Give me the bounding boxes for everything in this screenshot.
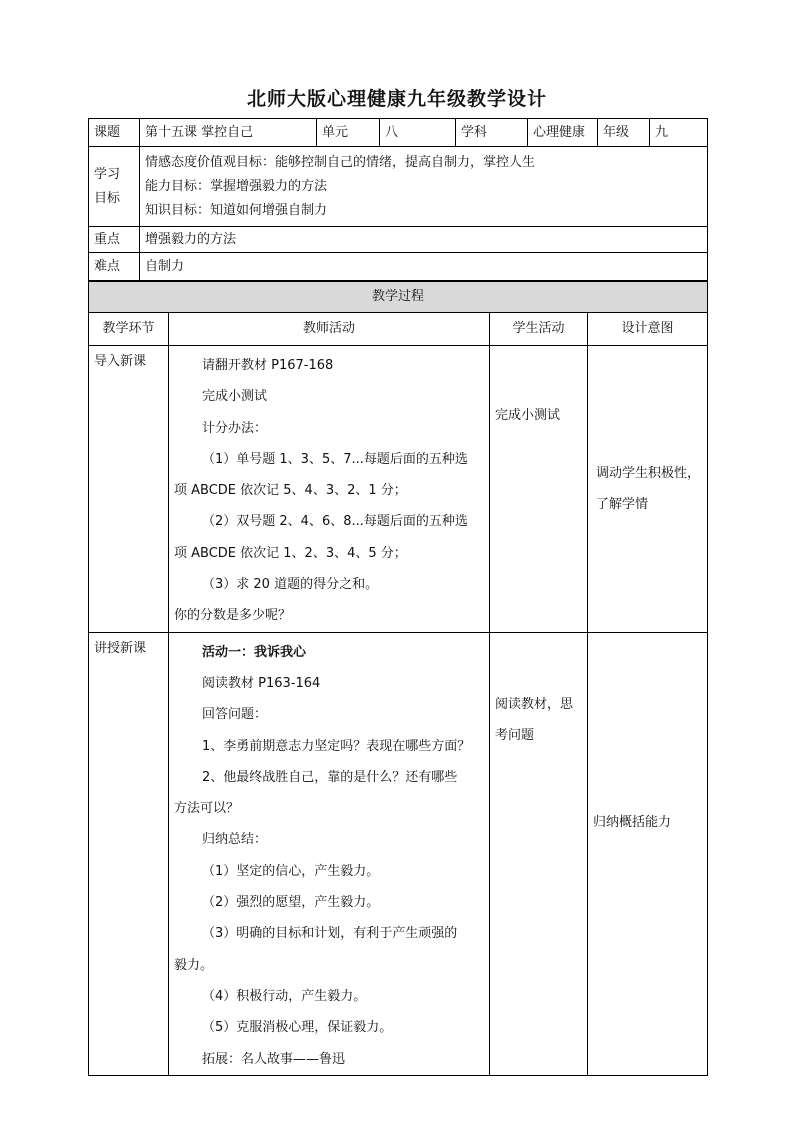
key-value: 增强毅力的方法 (140, 227, 708, 253)
goals-label: 学习目标 (89, 147, 140, 227)
activity-line: （2）强烈的愿望，产生毅力。 (202, 895, 380, 911)
col-teacher: 教师活动 (169, 313, 490, 346)
design-intent-intro: 调动学生积极性，了解学情 (588, 346, 708, 633)
activity-line: 方法可以？ (174, 801, 240, 817)
page-title: 北师大版心理健康九年级教学设计 (246, 88, 547, 110)
goal-emotion: 情感态度价值观目标：能够控制自己的情绪，提高自制力，掌控人生 (145, 154, 536, 170)
activity-line: 你的分数是多少呢？ (174, 608, 292, 624)
process-header-row (89, 282, 708, 313)
activity-line: 阅读教材 P163-164 (202, 675, 321, 691)
lesson-value: 第十五课 掌控自己 (140, 119, 317, 147)
activity-line: （2）双号题 2、4、6、8...每题后面的五种选 (202, 514, 468, 530)
teacher-activity-intro (169, 346, 490, 633)
activity-line: 拓展：名人故事——鲁迅 (202, 1051, 346, 1067)
stage-teach: 讲授新课 (89, 632, 169, 1075)
activity-line: 项 ABCDE 依次记 5、4、3、2、1 分； (174, 483, 407, 499)
unit-label: 单元 (317, 119, 380, 147)
subject-label: 学科 (456, 119, 528, 147)
activity-line: （4）积极行动，产生毅力。 (202, 988, 367, 1004)
activity-line: 归纳总结： (202, 832, 268, 848)
student-activity-teach: 阅读教材，思考问题 (490, 632, 588, 1075)
activity-line: 1、李勇前期意志力坚定吗？表现在哪些方面？ (202, 738, 471, 754)
activity-line: 毅力。 (174, 957, 214, 973)
info-table (88, 118, 708, 281)
teacher-activity-teach (169, 632, 490, 1075)
col-student: 学生活动 (490, 313, 588, 346)
activity-title: 活动一：我诉我心 (202, 644, 307, 660)
activity-line: （3）求 20 道题的得分之和。 (202, 577, 379, 593)
activity-line: 回答问题： (202, 707, 268, 723)
process-row-teach (89, 632, 708, 1075)
design-intent-teach: 归纳概括能力 (588, 632, 708, 1075)
activity-line: 2、他最终战胜自己，靠的是什么？还有哪些 (202, 769, 458, 785)
activity-line: （1）坚定的信心，产生毅力。 (202, 863, 380, 879)
col-stage: 教学环节 (89, 313, 169, 346)
difficulty-label: 难点 (89, 253, 140, 281)
process-header: 教学过程 (89, 282, 708, 313)
key-label: 重点 (89, 227, 140, 253)
difficulty-row (89, 253, 708, 281)
stage-intro: 导入新课 (89, 346, 169, 633)
grade-value: 九 (650, 119, 708, 147)
process-table (88, 281, 708, 1076)
info-row (89, 119, 708, 147)
activity-line: （5）克服消极心理，保证毅力。 (202, 1020, 393, 1036)
activity-line: 计分办法： (202, 420, 268, 436)
difficulty-value: 自制力 (140, 253, 708, 281)
key-row (89, 227, 708, 253)
grade-label: 年级 (598, 119, 650, 147)
student-activity-intro: 完成小测试 (490, 346, 588, 633)
process-row-intro (89, 346, 708, 633)
unit-value: 八 (380, 119, 456, 147)
col-intent: 设计意图 (588, 313, 708, 346)
goal-ability: 能力目标：掌握增强毅力的方法 (145, 178, 328, 194)
activity-line: 完成小测试 (202, 389, 268, 405)
activity-line: （1）单号题 1、3、5、7...每题后面的五种选 (202, 451, 468, 467)
activity-line: （3）明确的目标和计划，有利于产生顽强的 (202, 926, 458, 942)
subject-value: 心理健康 (528, 119, 598, 147)
lesson-label: 课题 (89, 119, 140, 147)
activity-line: 项 ABCDE 依次记 1、2、3、4、5 分； (174, 545, 407, 561)
column-header-row (89, 313, 708, 346)
goals-row (89, 147, 708, 227)
activity-line: 请翻开教材 P167-168 (202, 358, 334, 373)
goals-cell (140, 147, 708, 227)
goal-knowledge: 知识目标：知道如何增强自制力 (145, 202, 328, 218)
